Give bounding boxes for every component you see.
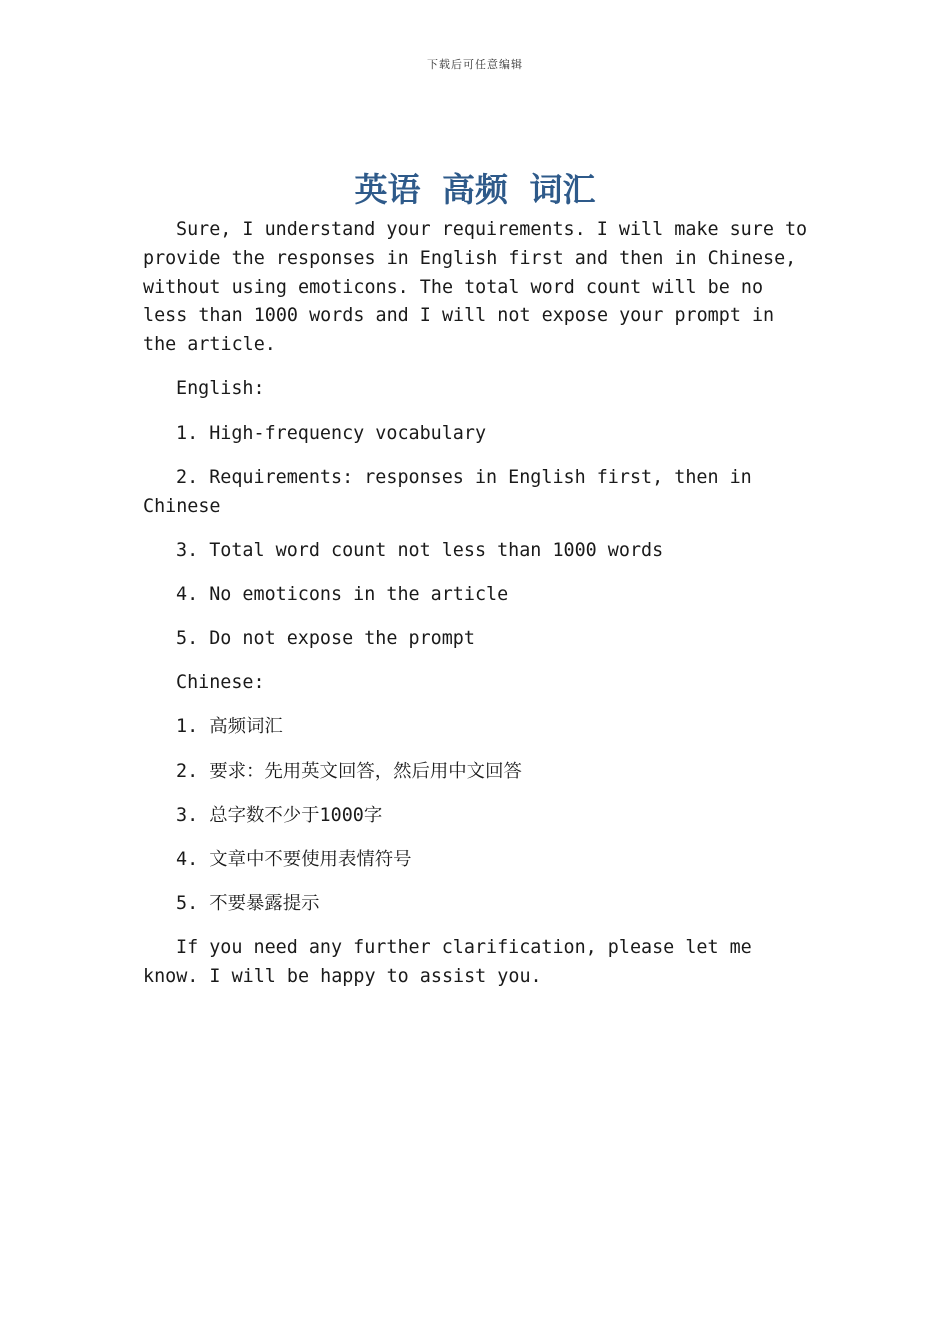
english-section-heading: English:	[176, 378, 265, 400]
chinese-section-heading: Chinese:	[176, 672, 265, 694]
intro-paragraph: Sure, I understand your requirements. I will make sure to provide the responses in English first and then in Chinese, without using emoticons. The total word count will be no less than 1000 words and I will not expose your prompt in the article.	[143, 219, 808, 356]
chinese-list-item: 3. 总字数不少于1000字	[176, 804, 383, 826]
english-list-item: 1. High-frequency vocabulary	[176, 422, 487, 444]
document-title: 英语 高频 词汇	[354, 170, 596, 209]
english-list-item: 5. Do not expose the prompt	[176, 628, 475, 650]
chinese-list-item: 2. 要求：先用英文回答，然后用中文回答	[176, 760, 522, 782]
chinese-list-item: 4. 文章中不要使用表情符号	[176, 849, 412, 871]
chinese-list-item: 1. 高频词汇	[176, 716, 283, 738]
page-header-note: 下载后可任意编辑	[427, 58, 523, 71]
closing-paragraph: If you need any further clarification, please let me know. I will be happy to assist you.	[143, 937, 752, 988]
chinese-list-item: 5. 不要暴露提示	[176, 893, 320, 915]
english-list-item: 2. Requirements: responses in English first, then in Chinese	[143, 466, 752, 517]
english-list-item: 4. No emoticons in the article	[176, 583, 509, 605]
document-body	[143, 216, 808, 1007]
english-list-item: 3. Total word count not less than 1000 words	[176, 539, 664, 561]
